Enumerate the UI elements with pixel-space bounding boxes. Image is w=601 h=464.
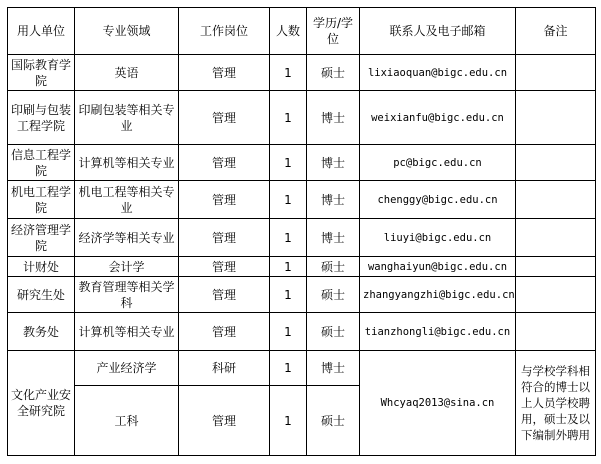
post-cell: 管理 bbox=[179, 91, 270, 145]
degree-cell: 硕士 bbox=[307, 277, 360, 313]
contact-email-cell: liuyi@bigc.edu.cn bbox=[360, 219, 516, 257]
post-cell: 管理 bbox=[179, 55, 270, 91]
table-row bbox=[8, 277, 596, 313]
contact-email-cell: wanghaiyun@bigc.edu.cn bbox=[360, 257, 516, 277]
note-cell bbox=[516, 219, 596, 257]
degree-cell: 博士 bbox=[307, 219, 360, 257]
unit-cell: 计财处 bbox=[8, 257, 75, 277]
table-row bbox=[8, 219, 596, 257]
post-cell: 管理 bbox=[179, 181, 270, 219]
note-cell bbox=[516, 145, 596, 181]
contact-email-cell: pc@bigc.edu.cn bbox=[360, 145, 516, 181]
field-cell: 英语 bbox=[75, 55, 179, 91]
unit-cell-merged: 文化产业安全研究院 bbox=[8, 351, 75, 456]
note-cell bbox=[516, 181, 596, 219]
note-cell bbox=[516, 257, 596, 277]
degree-cell: 硕士 bbox=[307, 55, 360, 91]
contact-email-cell: chenggy@bigc.edu.cn bbox=[360, 181, 516, 219]
unit-cell: 印刷与包装工程学院 bbox=[8, 91, 75, 145]
post-cell: 管理 bbox=[179, 313, 270, 351]
degree-cell: 博士 bbox=[307, 351, 360, 386]
note-cell-merged: 与学校学科相符合的博士以上人员学校聘用，硕士及以下编制外聘用 bbox=[516, 351, 596, 456]
table-row bbox=[8, 313, 596, 351]
contact-email-cell: lixiaoquan@bigc.edu.cn bbox=[360, 55, 516, 91]
degree-cell: 博士 bbox=[307, 145, 360, 181]
unit-cell: 经济管理学院 bbox=[8, 219, 75, 257]
contact-email-cell-merged: Whcyaq2013@sina.cn bbox=[360, 351, 516, 456]
header-cell-unit: 用人单位 bbox=[8, 8, 75, 55]
field-cell: 计算机等相关专业 bbox=[75, 313, 179, 351]
degree-cell: 博士 bbox=[307, 181, 360, 219]
count-cell: 1 bbox=[270, 351, 307, 386]
table-row bbox=[8, 145, 596, 181]
count-cell: 1 bbox=[270, 219, 307, 257]
post-cell: 管理 bbox=[179, 386, 270, 456]
recruitment-table bbox=[7, 7, 596, 456]
unit-cell: 教务处 bbox=[8, 313, 75, 351]
table-row bbox=[8, 91, 596, 145]
table-row bbox=[8, 181, 596, 219]
unit-cell: 国际教育学院 bbox=[8, 55, 75, 91]
table-row bbox=[8, 55, 596, 91]
unit-cell: 研究生处 bbox=[8, 277, 75, 313]
count-cell: 1 bbox=[270, 277, 307, 313]
header-cell-degree: 学历/学位 bbox=[307, 8, 360, 55]
post-cell: 管理 bbox=[179, 277, 270, 313]
field-cell: 印刷包装等相关专业 bbox=[75, 91, 179, 145]
degree-cell: 硕士 bbox=[307, 313, 360, 351]
post-cell: 管理 bbox=[179, 145, 270, 181]
header-cell-contact: 联系人及电子邮箱 bbox=[360, 8, 516, 55]
unit-cell: 信息工程学院 bbox=[8, 145, 75, 181]
degree-cell: 硕士 bbox=[307, 257, 360, 277]
post-cell: 管理 bbox=[179, 257, 270, 277]
note-cell bbox=[516, 277, 596, 313]
count-cell: 1 bbox=[270, 181, 307, 219]
count-cell: 1 bbox=[270, 91, 307, 145]
field-cell: 产业经济学 bbox=[75, 351, 179, 386]
field-cell: 会计学 bbox=[75, 257, 179, 277]
field-cell: 机电工程等相关专业 bbox=[75, 181, 179, 219]
contact-email-cell: weixianfu@bigc.edu.cn bbox=[360, 91, 516, 145]
header-cell-field: 专业领域 bbox=[75, 8, 179, 55]
header-row bbox=[8, 8, 596, 55]
count-cell: 1 bbox=[270, 386, 307, 456]
count-cell: 1 bbox=[270, 313, 307, 351]
field-cell: 经济学等相关专业 bbox=[75, 219, 179, 257]
table-row bbox=[8, 351, 596, 386]
header-cell-count: 人数 bbox=[270, 8, 307, 55]
count-cell: 1 bbox=[270, 257, 307, 277]
note-cell bbox=[516, 313, 596, 351]
note-cell bbox=[516, 55, 596, 91]
contact-email-cell: tianzhongli@bigc.edu.cn bbox=[360, 313, 516, 351]
field-cell: 工科 bbox=[75, 386, 179, 456]
field-cell: 计算机等相关专业 bbox=[75, 145, 179, 181]
header-cell-post: 工作岗位 bbox=[179, 8, 270, 55]
count-cell: 1 bbox=[270, 145, 307, 181]
field-cell: 教育管理等相关学科 bbox=[75, 277, 179, 313]
degree-cell: 硕士 bbox=[307, 386, 360, 456]
contact-email-cell: zhangyangzhi@bigc.edu.cn bbox=[360, 277, 516, 313]
count-cell: 1 bbox=[270, 55, 307, 91]
post-cell: 管理 bbox=[179, 219, 270, 257]
table-row bbox=[8, 257, 596, 277]
degree-cell: 博士 bbox=[307, 91, 360, 145]
header-cell-note: 备注 bbox=[516, 8, 596, 55]
note-cell bbox=[516, 91, 596, 145]
post-cell: 科研 bbox=[179, 351, 270, 386]
unit-cell: 机电工程学院 bbox=[8, 181, 75, 219]
